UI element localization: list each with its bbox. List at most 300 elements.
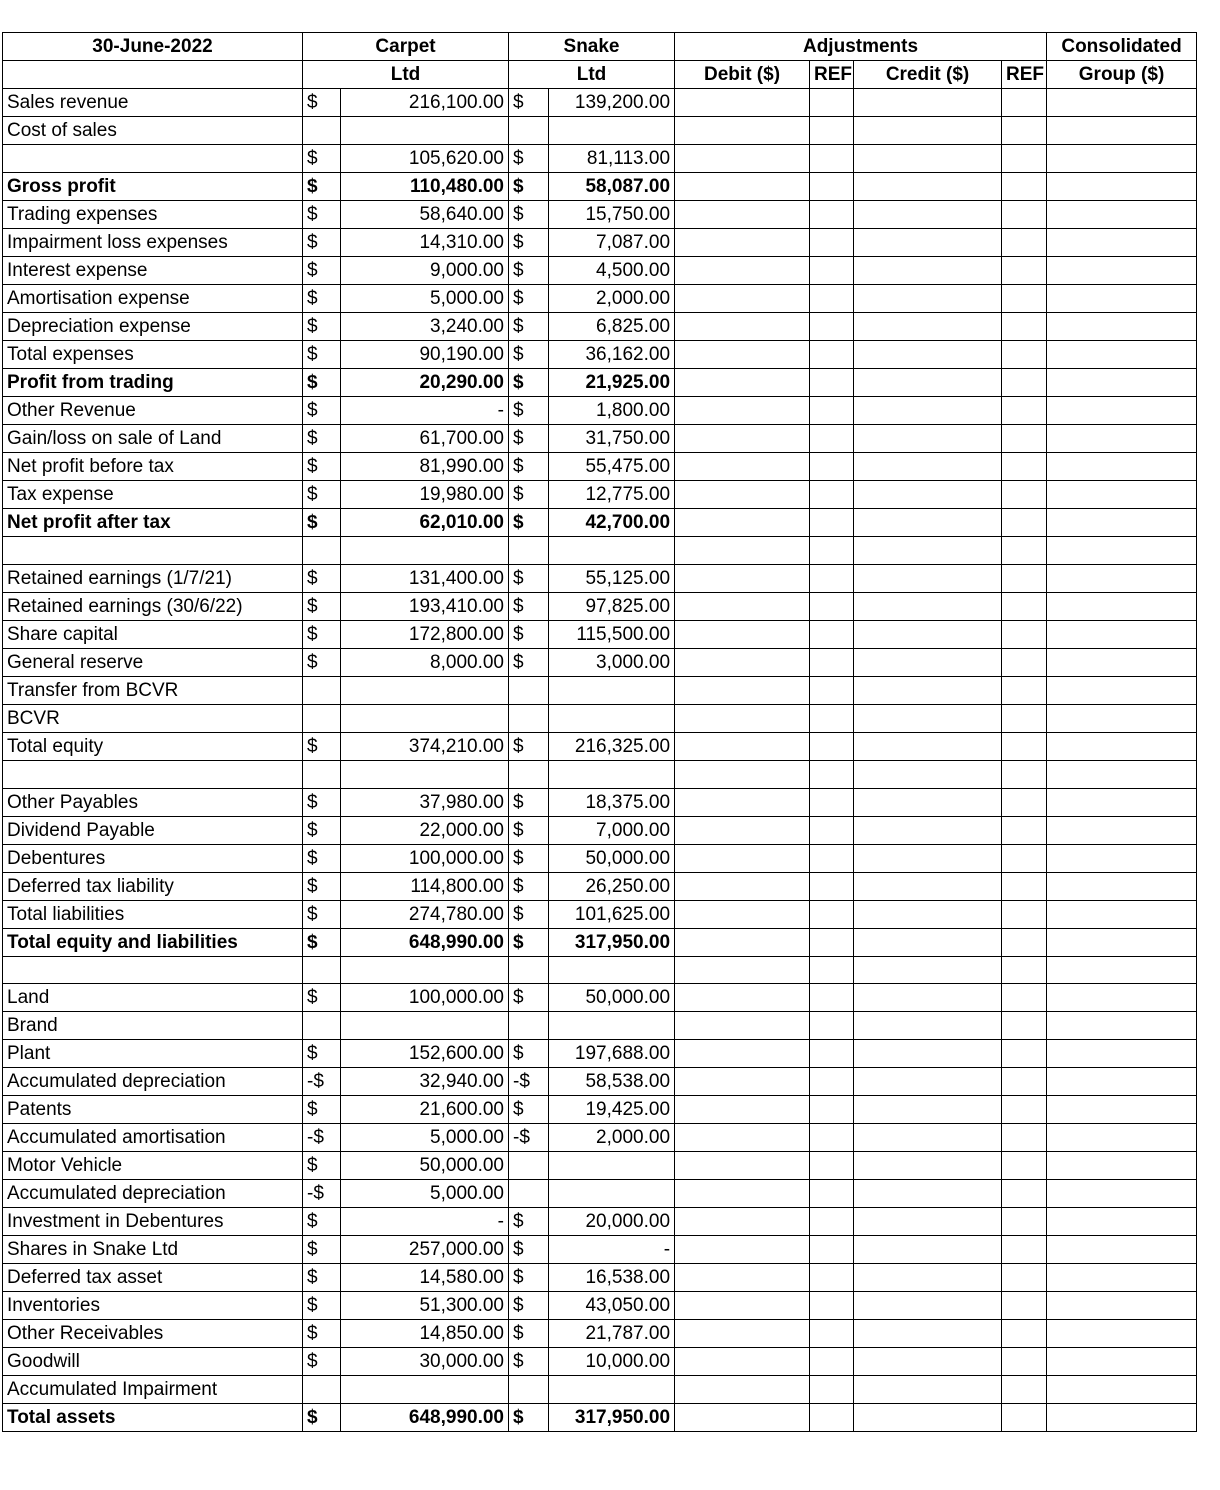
- ref-cell: [1002, 369, 1047, 397]
- carpet-amount: 110,480.00: [341, 173, 509, 201]
- carpet-currency: $: [303, 425, 341, 453]
- carpet-currency: $: [303, 313, 341, 341]
- ref-cell: [1002, 1040, 1047, 1068]
- ref-cell: [810, 229, 854, 257]
- debit-cell: [675, 1404, 810, 1432]
- consolidated-cell: [1047, 229, 1197, 257]
- ref-cell: [810, 760, 854, 788]
- ref-cell: [810, 1404, 854, 1432]
- snake-header: Snake: [509, 33, 675, 61]
- ref-cell: [1002, 1320, 1047, 1348]
- table-row: [3, 1040, 1197, 1068]
- snake-currency: $: [509, 201, 549, 229]
- row-label: Interest expense: [3, 257, 303, 285]
- carpet-amount: 20,290.00: [341, 369, 509, 397]
- snake-currency: $: [509, 145, 549, 173]
- ref-cell: [810, 872, 854, 900]
- ref-cell: [1002, 844, 1047, 872]
- table-row: [3, 481, 1197, 509]
- row-label: Brand: [3, 1012, 303, 1040]
- ref-cell: [1002, 285, 1047, 313]
- row-label: [3, 760, 303, 788]
- credit-cell: [854, 453, 1002, 481]
- ref-cell: [810, 1236, 854, 1264]
- table-row: [3, 145, 1197, 173]
- row-label: Accumulated depreciation: [3, 1068, 303, 1096]
- snake-currency: $: [509, 313, 549, 341]
- ref-cell: [810, 1208, 854, 1236]
- snake-currency: $: [509, 481, 549, 509]
- snake-amount: 58,087.00: [549, 173, 675, 201]
- consolidated-cell: [1047, 760, 1197, 788]
- consolidated-cell: [1047, 117, 1197, 145]
- ref-header-1: REF: [810, 61, 854, 89]
- table-row: [3, 984, 1197, 1012]
- consolidated-cell: [1047, 704, 1197, 732]
- snake-amount: 58,538.00: [549, 1068, 675, 1096]
- debit-cell: [675, 285, 810, 313]
- carpet-currency: $: [303, 89, 341, 117]
- snake-currency: $: [509, 844, 549, 872]
- row-label: Investment in Debentures: [3, 1208, 303, 1236]
- snake-amount: -: [549, 1236, 675, 1264]
- table-row: [3, 1404, 1197, 1432]
- ref-cell: [1002, 648, 1047, 676]
- debit-cell: [675, 229, 810, 257]
- ref-cell: [1002, 1404, 1047, 1432]
- row-label: Other Receivables: [3, 1320, 303, 1348]
- snake-currency: $: [509, 509, 549, 537]
- row-label: Land: [3, 984, 303, 1012]
- snake-currency: $: [509, 900, 549, 928]
- ref-cell: [1002, 592, 1047, 620]
- carpet-currency: $: [303, 844, 341, 872]
- table-row: [3, 509, 1197, 537]
- carpet-amount: 9,000.00: [341, 257, 509, 285]
- snake-amount: 97,825.00: [549, 592, 675, 620]
- table-row: [3, 341, 1197, 369]
- date-header: 30-June-2022: [3, 33, 303, 61]
- credit-cell: [854, 732, 1002, 760]
- credit-cell: [854, 1124, 1002, 1152]
- ref-cell: [810, 1068, 854, 1096]
- consolidated-cell: [1047, 928, 1197, 956]
- row-label: Patents: [3, 1096, 303, 1124]
- carpet-amount: [341, 117, 509, 145]
- row-label: Retained earnings (1/7/21): [3, 564, 303, 592]
- carpet-amount: 5,000.00: [341, 285, 509, 313]
- carpet-amount: 62,010.00: [341, 509, 509, 537]
- consolidated-cell: [1047, 648, 1197, 676]
- carpet-amount: 274,780.00: [341, 900, 509, 928]
- ref-cell: [810, 173, 854, 201]
- consolidated-cell: [1047, 900, 1197, 928]
- table-row: [3, 1208, 1197, 1236]
- ref-cell: [1002, 481, 1047, 509]
- table-row: [3, 229, 1197, 257]
- debit-cell: [675, 1180, 810, 1208]
- credit-cell: [854, 369, 1002, 397]
- ref-cell: [810, 453, 854, 481]
- snake-amount: 19,425.00: [549, 1096, 675, 1124]
- consolidated-cell: [1047, 788, 1197, 816]
- table-row: [3, 397, 1197, 425]
- carpet-currency: $: [303, 1292, 341, 1320]
- carpet-currency: [303, 760, 341, 788]
- credit-cell: [854, 956, 1002, 984]
- ref-cell: [810, 1376, 854, 1404]
- carpet-amount: [341, 676, 509, 704]
- debit-cell: [675, 1040, 810, 1068]
- snake-currency: $: [509, 788, 549, 816]
- ref-cell: [1002, 509, 1047, 537]
- debit-header: Debit ($): [675, 61, 810, 89]
- snake-currency: [509, 1376, 549, 1404]
- snake-amount: 101,625.00: [549, 900, 675, 928]
- consolidated-cell: [1047, 1096, 1197, 1124]
- debit-cell: [675, 509, 810, 537]
- snake-amount: 115,500.00: [549, 620, 675, 648]
- row-label: Total equity and liabilities: [3, 928, 303, 956]
- carpet-amount: 193,410.00: [341, 592, 509, 620]
- carpet-amount: 100,000.00: [341, 984, 509, 1012]
- carpet-amount: 216,100.00: [341, 89, 509, 117]
- consolidated-cell: [1047, 173, 1197, 201]
- debit-cell: [675, 956, 810, 984]
- ref-cell: [1002, 537, 1047, 565]
- snake-currency: $: [509, 872, 549, 900]
- carpet-amount: 14,580.00: [341, 1264, 509, 1292]
- snake-currency: $: [509, 397, 549, 425]
- ref-cell: [1002, 1348, 1047, 1376]
- snake-currency: $: [509, 928, 549, 956]
- carpet-currency: $: [303, 201, 341, 229]
- carpet-amount: 105,620.00: [341, 145, 509, 173]
- table-row: [3, 816, 1197, 844]
- carpet-currency: $: [303, 928, 341, 956]
- table-row: [3, 1292, 1197, 1320]
- carpet-currency: $: [303, 1096, 341, 1124]
- snake-currency: -$: [509, 1124, 549, 1152]
- debit-cell: [675, 425, 810, 453]
- carpet-currency: [303, 704, 341, 732]
- row-label: Accumulated amortisation: [3, 1124, 303, 1152]
- credit-cell: [854, 816, 1002, 844]
- debit-cell: [675, 872, 810, 900]
- carpet-amount: 100,000.00: [341, 844, 509, 872]
- row-label: Transfer from BCVR: [3, 676, 303, 704]
- table-row: [3, 704, 1197, 732]
- carpet-currency: $: [303, 620, 341, 648]
- credit-cell: [854, 788, 1002, 816]
- consolidated-cell: [1047, 1320, 1197, 1348]
- table-row: [3, 257, 1197, 285]
- snake-amount: 139,200.00: [549, 89, 675, 117]
- table-row: [3, 676, 1197, 704]
- snake-currency: [509, 537, 549, 565]
- debit-cell: [675, 201, 810, 229]
- ref-cell: [810, 844, 854, 872]
- table-row: [3, 285, 1197, 313]
- snake-currency: $: [509, 1320, 549, 1348]
- table-row: [3, 1068, 1197, 1096]
- snake-amount: [549, 1376, 675, 1404]
- snake-amount: 317,950.00: [549, 1404, 675, 1432]
- row-label: Cost of sales: [3, 117, 303, 145]
- snake-amount: [549, 760, 675, 788]
- snake-amount: 21,787.00: [549, 1320, 675, 1348]
- snake-amount: [549, 1012, 675, 1040]
- table-row: [3, 1320, 1197, 1348]
- carpet-amount: 32,940.00: [341, 1068, 509, 1096]
- credit-cell: [854, 900, 1002, 928]
- ref-cell: [1002, 788, 1047, 816]
- credit-cell: [854, 928, 1002, 956]
- carpet-currency: -$: [303, 1180, 341, 1208]
- row-label: Trading expenses: [3, 201, 303, 229]
- carpet-amount: 172,800.00: [341, 620, 509, 648]
- ref-cell: [810, 257, 854, 285]
- carpet-amount: [341, 760, 509, 788]
- snake-amount: 197,688.00: [549, 1040, 675, 1068]
- carpet-currency: $: [303, 1320, 341, 1348]
- row-label: Deferred tax liability: [3, 872, 303, 900]
- ref-cell: [810, 648, 854, 676]
- carpet-amount: 14,310.00: [341, 229, 509, 257]
- credit-cell: [854, 1096, 1002, 1124]
- debit-cell: [675, 564, 810, 592]
- credit-cell: [854, 564, 1002, 592]
- consolidated-header: Consolidated: [1047, 33, 1197, 61]
- credit-cell: [854, 648, 1002, 676]
- debit-cell: [675, 537, 810, 565]
- credit-cell: [854, 676, 1002, 704]
- credit-cell: [854, 537, 1002, 565]
- ref-cell: [810, 537, 854, 565]
- snake-amount: 50,000.00: [549, 844, 675, 872]
- carpet-currency: $: [303, 285, 341, 313]
- table-row: [3, 1264, 1197, 1292]
- snake-amount: 18,375.00: [549, 788, 675, 816]
- row-label: Impairment loss expenses: [3, 229, 303, 257]
- ref-cell: [1002, 928, 1047, 956]
- consolidated-cell: [1047, 984, 1197, 1012]
- credit-cell: [854, 229, 1002, 257]
- ref-cell: [810, 397, 854, 425]
- debit-cell: [675, 760, 810, 788]
- ref-cell: [810, 89, 854, 117]
- consolidated-cell: [1047, 509, 1197, 537]
- snake-currency: $: [509, 1040, 549, 1068]
- table-row: [3, 1152, 1197, 1180]
- ref-cell: [810, 313, 854, 341]
- consolidated-cell: [1047, 89, 1197, 117]
- credit-cell: [854, 704, 1002, 732]
- debit-cell: [675, 89, 810, 117]
- snake-amount: 31,750.00: [549, 425, 675, 453]
- ref-cell: [1002, 704, 1047, 732]
- ref-cell: [810, 984, 854, 1012]
- table-row: [3, 425, 1197, 453]
- ref-cell: [810, 816, 854, 844]
- snake-amount: 55,125.00: [549, 564, 675, 592]
- ref-cell: [810, 1152, 854, 1180]
- credit-cell: [854, 592, 1002, 620]
- row-label: Motor Vehicle: [3, 1152, 303, 1180]
- carpet-currency: [303, 117, 341, 145]
- ref-cell: [1002, 872, 1047, 900]
- carpet-currency: $: [303, 984, 341, 1012]
- table-row: [3, 1348, 1197, 1376]
- snake-currency: $: [509, 257, 549, 285]
- debit-cell: [675, 704, 810, 732]
- ref-cell: [810, 620, 854, 648]
- credit-cell: [854, 844, 1002, 872]
- snake-currency: $: [509, 984, 549, 1012]
- consolidated-cell: [1047, 425, 1197, 453]
- ref-cell: [1002, 425, 1047, 453]
- carpet-currency: $: [303, 1208, 341, 1236]
- credit-cell: [854, 1292, 1002, 1320]
- carpet-amount: 374,210.00: [341, 732, 509, 760]
- ref-cell: [810, 732, 854, 760]
- snake-amount: 10,000.00: [549, 1348, 675, 1376]
- table-row: [3, 788, 1197, 816]
- ref-cell: [810, 900, 854, 928]
- table-row: [3, 928, 1197, 956]
- credit-cell: [854, 760, 1002, 788]
- credit-cell: [854, 285, 1002, 313]
- carpet-amount: 648,990.00: [341, 928, 509, 956]
- ref-cell: [810, 788, 854, 816]
- credit-cell: [854, 1012, 1002, 1040]
- consolidated-cell: [1047, 1208, 1197, 1236]
- snake-amount: [549, 956, 675, 984]
- debit-cell: [675, 341, 810, 369]
- credit-header: Credit ($): [854, 61, 1002, 89]
- consolidated-cell: [1047, 592, 1197, 620]
- snake-currency: $: [509, 816, 549, 844]
- row-label: [3, 537, 303, 565]
- snake-amount: 12,775.00: [549, 481, 675, 509]
- snake-currency: [509, 676, 549, 704]
- consolidated-cell: [1047, 481, 1197, 509]
- carpet-amount: [341, 704, 509, 732]
- carpet-header: Carpet: [303, 33, 509, 61]
- table-row: [3, 173, 1197, 201]
- carpet-currency: $: [303, 369, 341, 397]
- ref-cell: [1002, 201, 1047, 229]
- carpet-currency: [303, 1012, 341, 1040]
- row-label: Deferred tax asset: [3, 1264, 303, 1292]
- credit-cell: [854, 620, 1002, 648]
- row-label: Total assets: [3, 1404, 303, 1432]
- carpet-currency: $: [303, 481, 341, 509]
- ref-cell: [810, 1180, 854, 1208]
- ref-cell: [1002, 313, 1047, 341]
- consolidated-cell: [1047, 620, 1197, 648]
- ref-cell: [1002, 816, 1047, 844]
- snake-currency: $: [509, 732, 549, 760]
- snake-amount: 2,000.00: [549, 285, 675, 313]
- snake-amount: 26,250.00: [549, 872, 675, 900]
- consolidated-cell: [1047, 844, 1197, 872]
- snake-currency: $: [509, 229, 549, 257]
- snake-currency: $: [509, 369, 549, 397]
- ref-cell: [810, 145, 854, 173]
- ref-cell: [1002, 732, 1047, 760]
- credit-cell: [854, 1264, 1002, 1292]
- snake-currency: $: [509, 1208, 549, 1236]
- row-label: [3, 956, 303, 984]
- debit-cell: [675, 1320, 810, 1348]
- table-row: [3, 117, 1197, 145]
- debit-cell: [675, 1236, 810, 1264]
- snake-amount: 2,000.00: [549, 1124, 675, 1152]
- consolidated-cell: [1047, 676, 1197, 704]
- snake-currency: [509, 704, 549, 732]
- carpet-amount: 61,700.00: [341, 425, 509, 453]
- snake-amount: 50,000.00: [549, 984, 675, 1012]
- snake-amount: [549, 117, 675, 145]
- ref-cell: [1002, 1152, 1047, 1180]
- consolidation-worksheet: [2, 32, 1197, 1432]
- consolidated-cell: [1047, 1180, 1197, 1208]
- snake-currency: $: [509, 1292, 549, 1320]
- row-label: Total liabilities: [3, 900, 303, 928]
- table-row: [3, 1376, 1197, 1404]
- snake-currency: $: [509, 620, 549, 648]
- carpet-amount: 8,000.00: [341, 648, 509, 676]
- row-label: Depreciation expense: [3, 313, 303, 341]
- snake-currency: $: [509, 173, 549, 201]
- snake-amount: 16,538.00: [549, 1264, 675, 1292]
- carpet-amount: 14,850.00: [341, 1320, 509, 1348]
- snake-amount: [549, 704, 675, 732]
- debit-cell: [675, 1012, 810, 1040]
- debit-cell: [675, 844, 810, 872]
- ref-cell: [810, 285, 854, 313]
- snake-currency: $: [509, 1348, 549, 1376]
- snake-currency: [509, 760, 549, 788]
- row-label: Dividend Payable: [3, 816, 303, 844]
- table-row: [3, 900, 1197, 928]
- carpet-currency: $: [303, 1348, 341, 1376]
- table-row: [3, 648, 1197, 676]
- table-row: [3, 1236, 1197, 1264]
- row-label: General reserve: [3, 648, 303, 676]
- consolidated-cell: [1047, 313, 1197, 341]
- row-label: Other Revenue: [3, 397, 303, 425]
- table-row: [3, 89, 1197, 117]
- carpet-amount: [341, 956, 509, 984]
- debit-cell: [675, 788, 810, 816]
- table-row: [3, 760, 1197, 788]
- debit-cell: [675, 257, 810, 285]
- ref-cell: [1002, 341, 1047, 369]
- row-label: Total equity: [3, 732, 303, 760]
- carpet-currency: $: [303, 872, 341, 900]
- table-row: [3, 1012, 1197, 1040]
- snake-currency: $: [509, 1096, 549, 1124]
- ref-cell: [1002, 676, 1047, 704]
- credit-cell: [854, 257, 1002, 285]
- ref-cell: [810, 564, 854, 592]
- carpet-currency: $: [303, 257, 341, 285]
- ref-cell: [1002, 956, 1047, 984]
- snake-amount: 42,700.00: [549, 509, 675, 537]
- carpet-currency: $: [303, 229, 341, 257]
